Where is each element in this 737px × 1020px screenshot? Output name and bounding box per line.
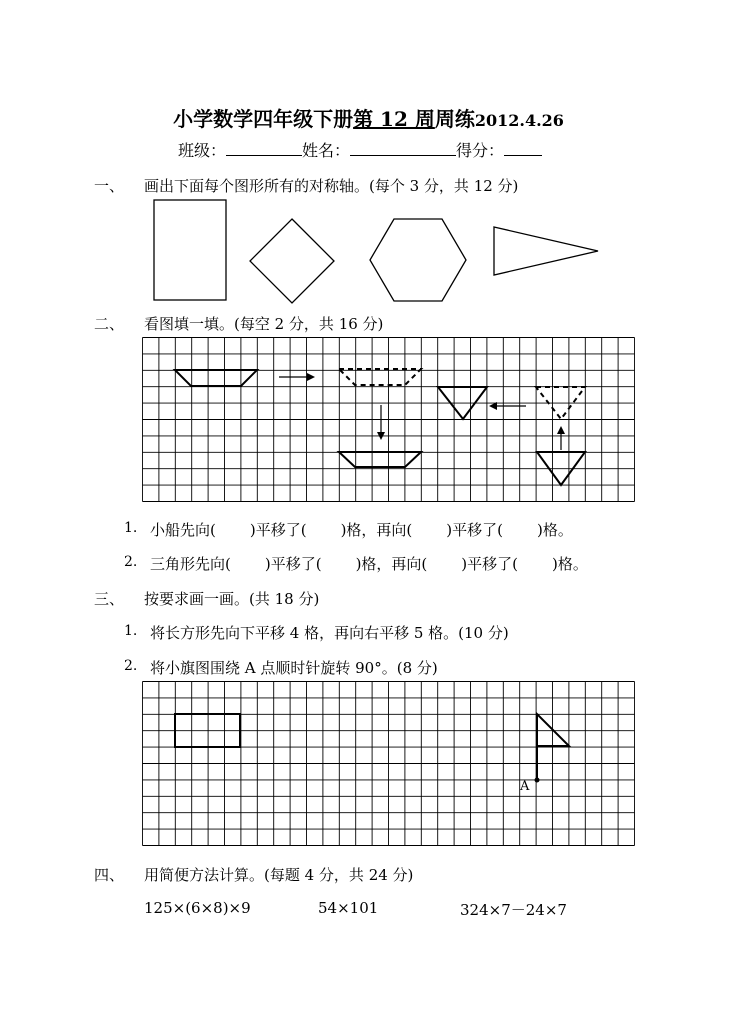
class-label: 班级： [178,141,227,160]
q2-1-text: 小船先向( )平移了( )格，再向( )平移了( )格。 [150,521,573,539]
score-label: 得分： [456,141,505,160]
q3-1-text: 将长方形先向下平移 4 格，再向右平移 5 格。(10 分) [150,624,509,642]
q3-1-number: 1. [124,623,138,639]
section-2-text: 看图填一填。(每空 2 分，共 16 分) [144,315,384,333]
calc-problem-3: 324×7－24×7 [460,901,567,919]
name-label: 姓名： [302,141,351,160]
calc-problem-2: 54×101 [318,899,379,917]
point-a-dot [535,778,540,783]
section-1-number: 一、 [94,177,125,195]
section-4-text: 用简便方法计算。(每题 4 分，共 24 分) [144,866,414,884]
q2-2-number: 2. [124,554,138,570]
title-suffix: 周练 [434,107,475,131]
section-3-number: 三、 [94,590,125,608]
q3-2-number: 2. [124,658,138,674]
flag-triangle [537,714,569,746]
q3-2-text: 将小旗图围绕 A 点顺时针旋转 90°。(8 分) [150,659,438,677]
section-4-number: 四、 [94,866,125,884]
section-3-text: 按要求画一画。(共 18 分) [144,590,320,608]
rectangle-to-translate [175,714,240,747]
title-main: 小学数学四年级下册 [173,107,354,131]
section-2-number: 二、 [94,315,125,333]
title-week: 第 12 周 [353,107,435,131]
section-1-text: 画出下面每个图形所有的对称轴。(每个 3 分，共 12 分) [144,177,519,195]
point-a-label: A [520,779,530,794]
q2-1-number: 1. [124,520,138,536]
title-date: 2012.4.26 [474,111,564,130]
calc-problem-1: 125×(6×8)×9 [144,899,251,917]
q2-2-text: 三角形先向( )平移了( )格，再向( )平移了( )格。 [150,555,588,573]
